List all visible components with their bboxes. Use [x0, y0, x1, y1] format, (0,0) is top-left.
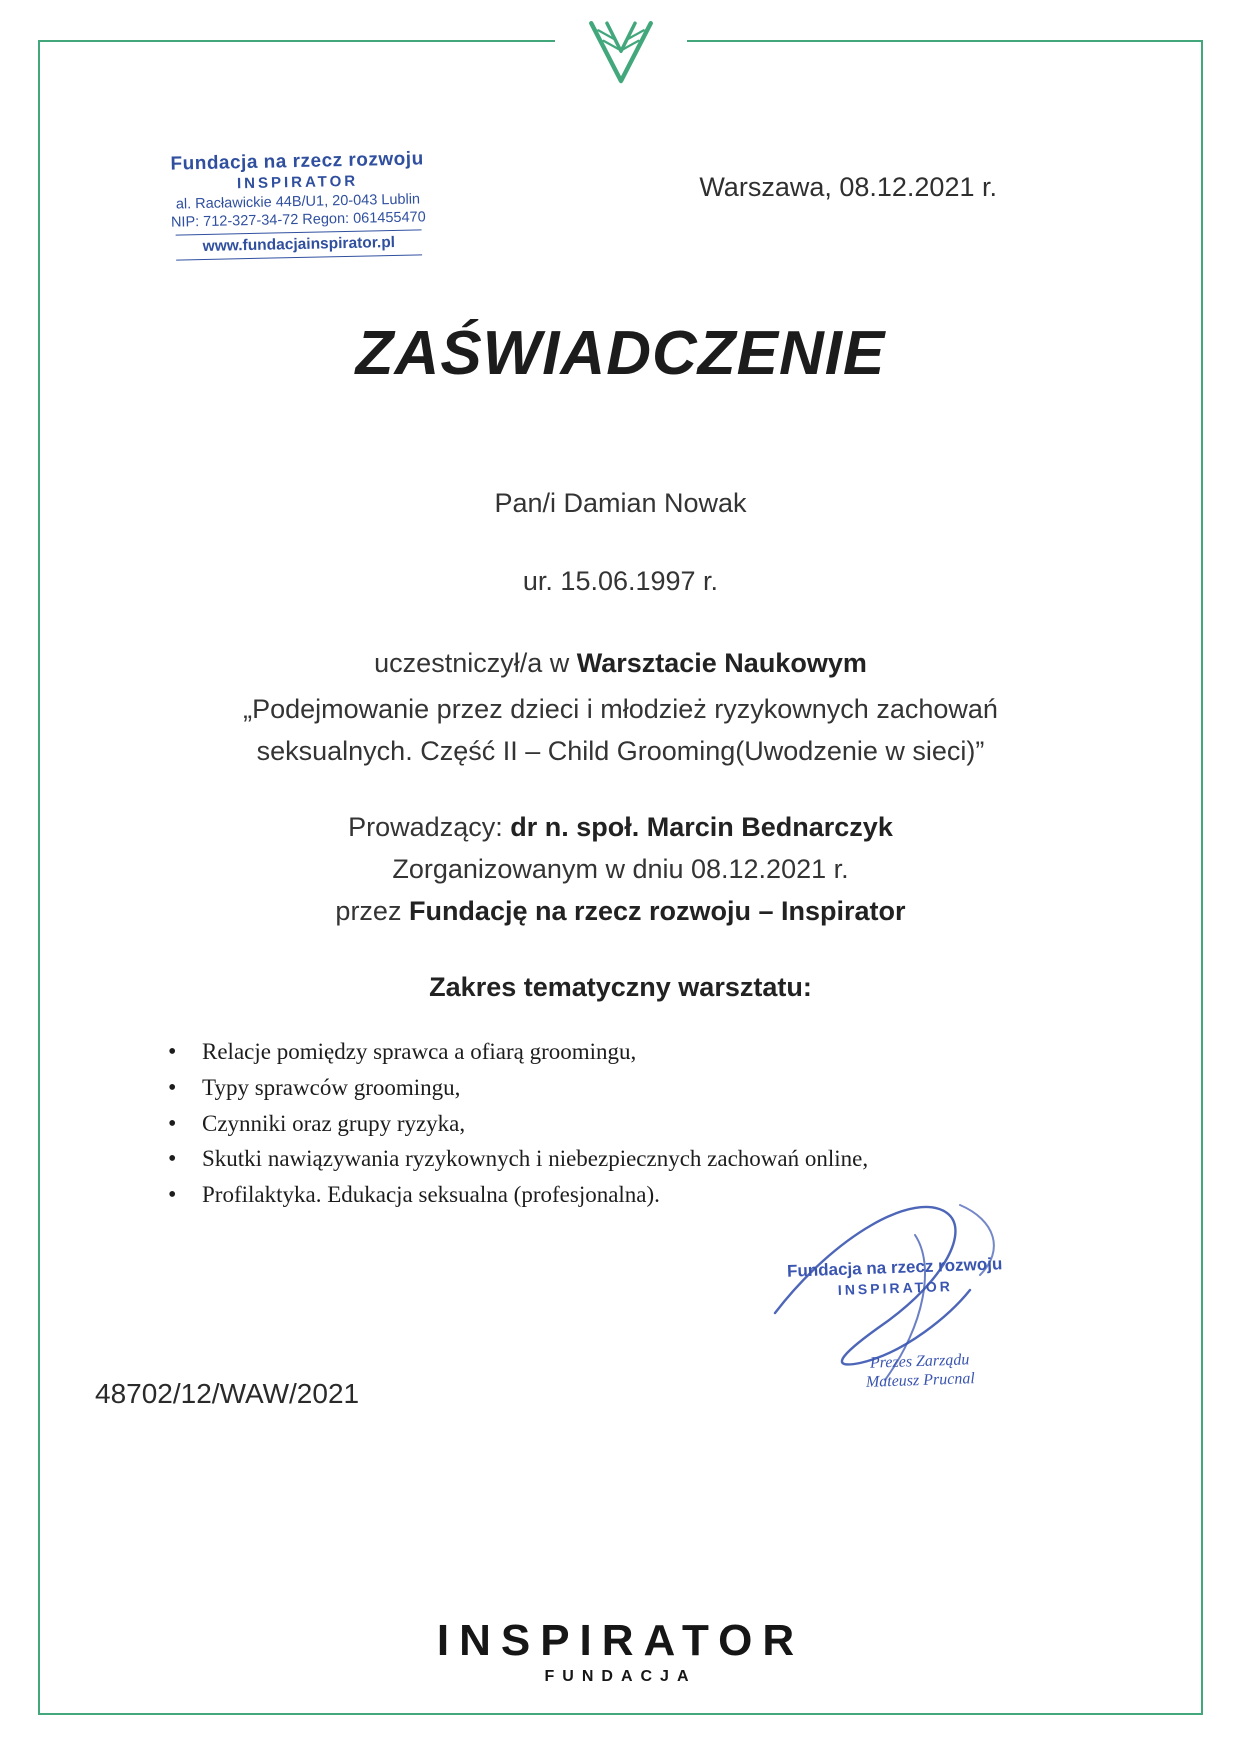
stamp-website: www.fundacjainspirator.pl — [176, 229, 422, 261]
leader-prefix: Prowadzący: — [348, 812, 511, 842]
footer-logo — [0, 1616, 1241, 1686]
organizer-name: Fundację na rzecz rozwoju – Inspirator — [408, 896, 906, 926]
topic-list — [162, 1038, 868, 1217]
certificate-reference-number: 48702/12/WAW/2021 — [95, 1378, 360, 1409]
workshop-title-line1: „Podejmowanie przez dzieci i młodzież ryzykownych zachowań — [243, 694, 998, 724]
stamp-org-name: Fundacja na rzecz rozwoju — [170, 148, 424, 175]
footer-brand-name: INSPIRATOR — [436, 1616, 805, 1665]
organizer-line — [0, 896, 1241, 927]
foundation-address-stamp — [147, 147, 449, 261]
participation-prefix: uczestniczył/a w — [374, 648, 577, 678]
scope-heading: Zakres tematyczny warsztatu: — [429, 972, 812, 1002]
stamp-nip-regon: NIP: 712-327-34-72 Regon: 061455470 — [170, 208, 426, 231]
document-title: ZAŚWIADCZENIE — [355, 319, 886, 388]
signer-role: Prezes Zarządu — [869, 1350, 970, 1372]
organizer-prefix: przez — [335, 896, 409, 926]
footer-brand-subtitle: FUNDACJA — [544, 1668, 697, 1685]
participation-line — [0, 648, 1241, 679]
leader-name: dr n. społ. Marcin Bednarczyk — [510, 812, 893, 842]
topic-item: • Skutki nawiązywania ryzykownych i niebezpiecznych zachowań online, — [162, 1145, 868, 1174]
topic-item: • Typy sprawców groomingu, — [162, 1074, 868, 1103]
organized-date-line: Zorganizowanym w dniu 08.12.2021 r. — [392, 854, 849, 884]
workshop-type: Warsztacie Naukowym — [576, 648, 867, 678]
stamp-brand: INSPIRATOR — [236, 172, 359, 193]
signer-name: Mateusz Prucnal — [865, 1369, 976, 1391]
birth-date: ur. 15.06.1997 r. — [522, 566, 719, 596]
topic-item: • Czynniki oraz grupy ryzyka, — [162, 1110, 868, 1139]
leader-line — [0, 812, 1241, 843]
workshop-title-line2: seksualnych. Część II – Child Grooming(Uwodzenie w sieci)” — [256, 736, 985, 766]
foundation-leaf-icon — [555, 18, 687, 88]
signature-block — [765, 1205, 1025, 1390]
stamp-org-name: Fundacja na rzecz rozwoju — [786, 1254, 1003, 1281]
topic-item: • Relacje pomiędzy sprawca a ofiarą groomingu, — [162, 1038, 868, 1067]
place-and-date: Warszawa, 08.12.2021 r. — [699, 172, 997, 202]
recipient-name: Pan/i Damian Nowak — [494, 488, 747, 518]
topic-item: • Profilaktyka. Edukacja seksualna (profesjonalna). — [162, 1181, 868, 1210]
stamp-brand: INSPIRATOR — [837, 1278, 954, 1299]
signer-identity — [834, 1349, 1005, 1393]
stamp-address: al. Racławickie 44B/U1, 20-043 Lublin — [175, 190, 421, 213]
